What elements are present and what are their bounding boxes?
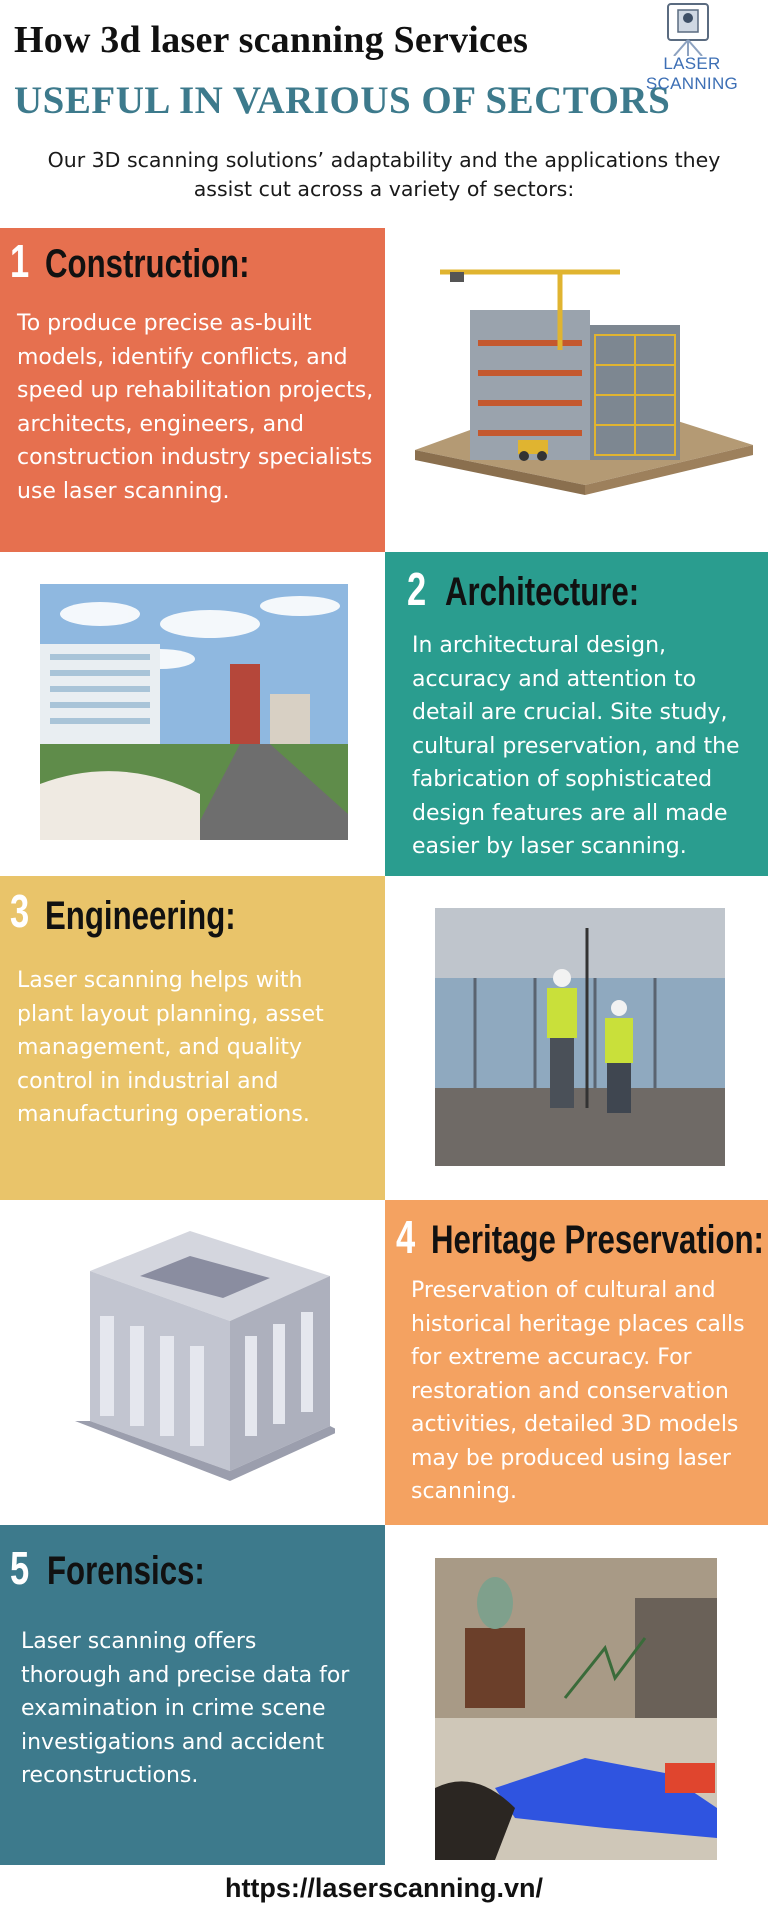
engineering-panel: [0, 876, 385, 1200]
title-line-2: USEFUL IN VARIOUS OF SECTORS: [14, 79, 671, 122]
section-text: Laser scanning helps with plant layout planning, asset management, and quality control in industrial and manufacturing operations.: [17, 968, 324, 1127]
section-number: 2: [407, 563, 427, 615]
temple-model-image: [45, 1226, 335, 1496]
laser-scanning-logo: [624, 2, 760, 93]
intro-text: Our 3D scanning solutions’ adaptability and the applications they assist cut across a variety of sectors:: [47, 148, 721, 201]
section-heading: Heritage Preservation:: [431, 1218, 764, 1262]
scanner-icon: [624, 2, 760, 56]
section-heading: Construction:: [45, 242, 250, 286]
website-link[interactable]: https://laserscanning.vn/: [224, 1873, 544, 1903]
section-number: 1: [10, 235, 30, 287]
section-text: To produce precise as-built models, identify conflicts, and speed up rehabilitation projects, architects, engineers, and construction industry specialists use laser scanning.: [17, 311, 374, 504]
architecture-panel: [385, 552, 768, 876]
section-text: Preservation of cultural and historical heritage places calls for extreme accuracy. For restoration and conservation activities, detailed 3D models may be produced using laser scanning.: [411, 1278, 745, 1504]
section-text: Laser scanning offers thorough and precise data for examination in crime scene investigations and accident reconstructions.: [21, 1629, 350, 1788]
section-heading: Forensics:: [47, 1549, 205, 1593]
title-line-1: How 3d laser scanning Services: [14, 19, 529, 61]
construction-site-image: [410, 250, 758, 500]
section-number: 5: [10, 1542, 30, 1594]
section-number: 3: [10, 885, 30, 937]
forensics-panel: [0, 1525, 385, 1865]
logo-text: LASER SCANNING: [645, 54, 739, 93]
engineers-scanning-image: [435, 908, 725, 1166]
crime-scene-image: [435, 1558, 717, 1860]
section-number: 4: [396, 1211, 416, 1263]
heritage-panel: [385, 1200, 768, 1525]
construction-panel: [0, 228, 385, 552]
city-architecture-image: [40, 584, 348, 840]
section-text: In architectural design, accuracy and attention to detail are crucial. Site study, cultural preservation, and the fabrication of sophisticated design features are all made easier by laser scanning.: [412, 633, 740, 859]
section-heading: Engineering:: [45, 894, 236, 938]
section-heading: Architecture:: [445, 570, 640, 614]
